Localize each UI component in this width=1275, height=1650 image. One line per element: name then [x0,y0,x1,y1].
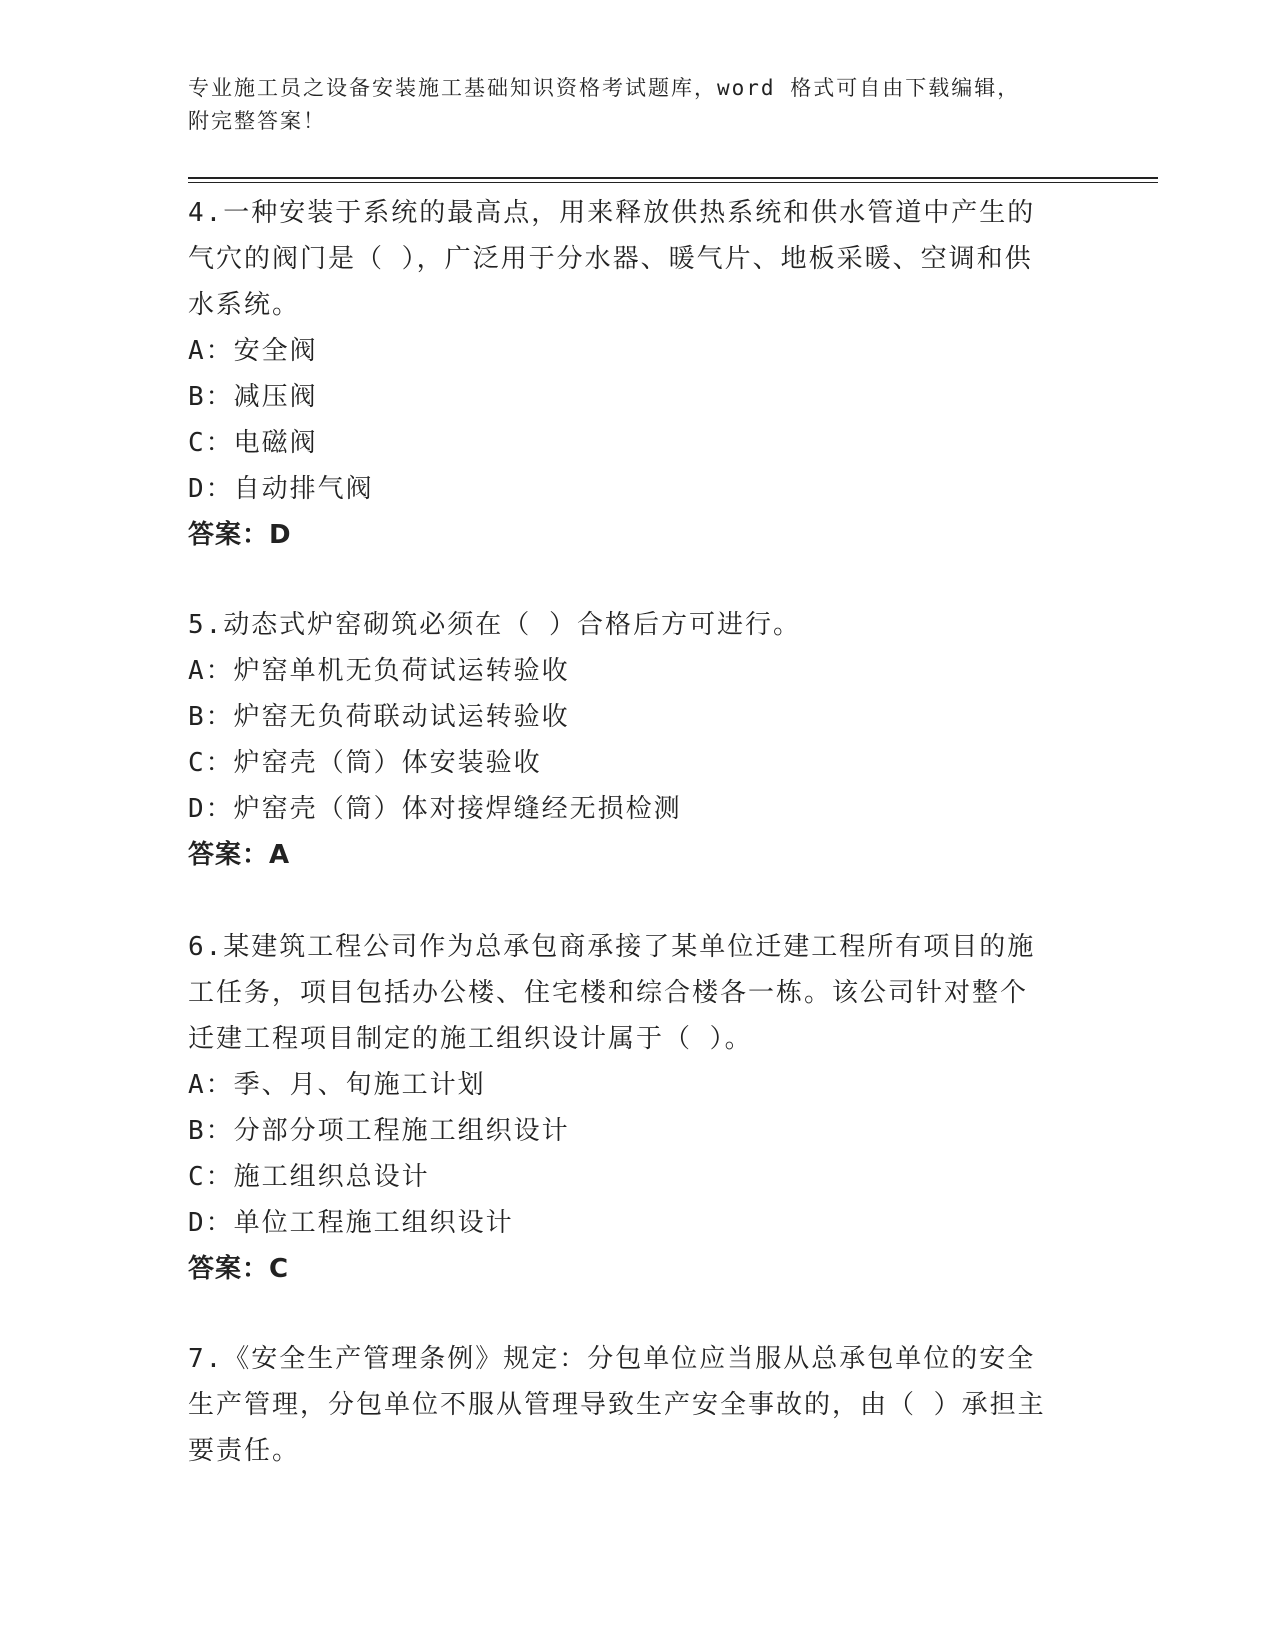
question-text-line: 工任务，项目包括办公楼、住宅楼和综合楼各一栋。该公司针对整个 [188,978,1029,1008]
option-d: D：单位工程施工组织设计 [188,1208,514,1238]
option-a: A：安全阀 [188,336,318,366]
question-4 [188,190,1088,558]
option-a: A：炉窑单机无负荷试运转验收 [188,656,570,686]
header-line-2: 附完整答案！ [188,109,326,133]
answer: 答案：C [188,1254,290,1284]
header-divider-thin [188,182,1158,183]
question-text-line: 6.某建筑工程公司作为总承包商承接了某单位迁建工程所有项目的施 [188,932,1036,962]
option-c: C：施工组织总设计 [188,1162,430,1192]
header-line-1: 专业施工员之设备安装施工基础知识资格考试题库，word 格式可自由下载编辑， [188,76,1021,100]
option-c: C：炉窑壳（筒）体安装验收 [188,748,542,778]
option-a: A：季、月、旬施工计划 [188,1070,486,1100]
option-b: B：分部分项工程施工组织设计 [188,1116,570,1146]
question-5 [188,602,1088,878]
option-d: D：炉窑壳（筒）体对接焊缝经无损检测 [188,794,682,824]
question-text-line: 水系统。 [188,290,301,320]
question-text-line: 7.《安全生产管理条例》规定：分包单位应当服从总承包单位的安全 [188,1344,1036,1374]
document-header [188,72,1068,138]
option-d: D：自动排气阀 [188,474,374,504]
question-text-line: 迁建工程项目制定的施工组织设计属于（ ）。 [188,1024,753,1054]
option-c: C：电磁阀 [188,428,318,458]
header-divider-thick [188,177,1158,179]
question-text-line: 要责任。 [188,1436,301,1466]
question-text-line: 气穴的阀门是（ ），广泛用于分水器、暖气片、地板采暖、空调和供 [188,244,1033,274]
question-text-line: 4.一种安装于系统的最高点，用来释放供热系统和供水管道中产生的 [188,198,1036,228]
answer: 答案：D [188,520,292,550]
question-6 [188,924,1088,1292]
option-b: B：炉窑无负荷联动试运转验收 [188,702,570,732]
option-b: B：减压阀 [188,382,318,412]
question-text-line: 生产管理，分包单位不服从管理导致生产安全事故的，由（ ）承担主 [188,1390,1046,1420]
question-7 [188,1336,1088,1474]
question-text-line: 5.动态式炉窑砌筑必须在（ ）合格后方可进行。 [188,610,801,640]
answer: 答案：A [188,840,291,870]
